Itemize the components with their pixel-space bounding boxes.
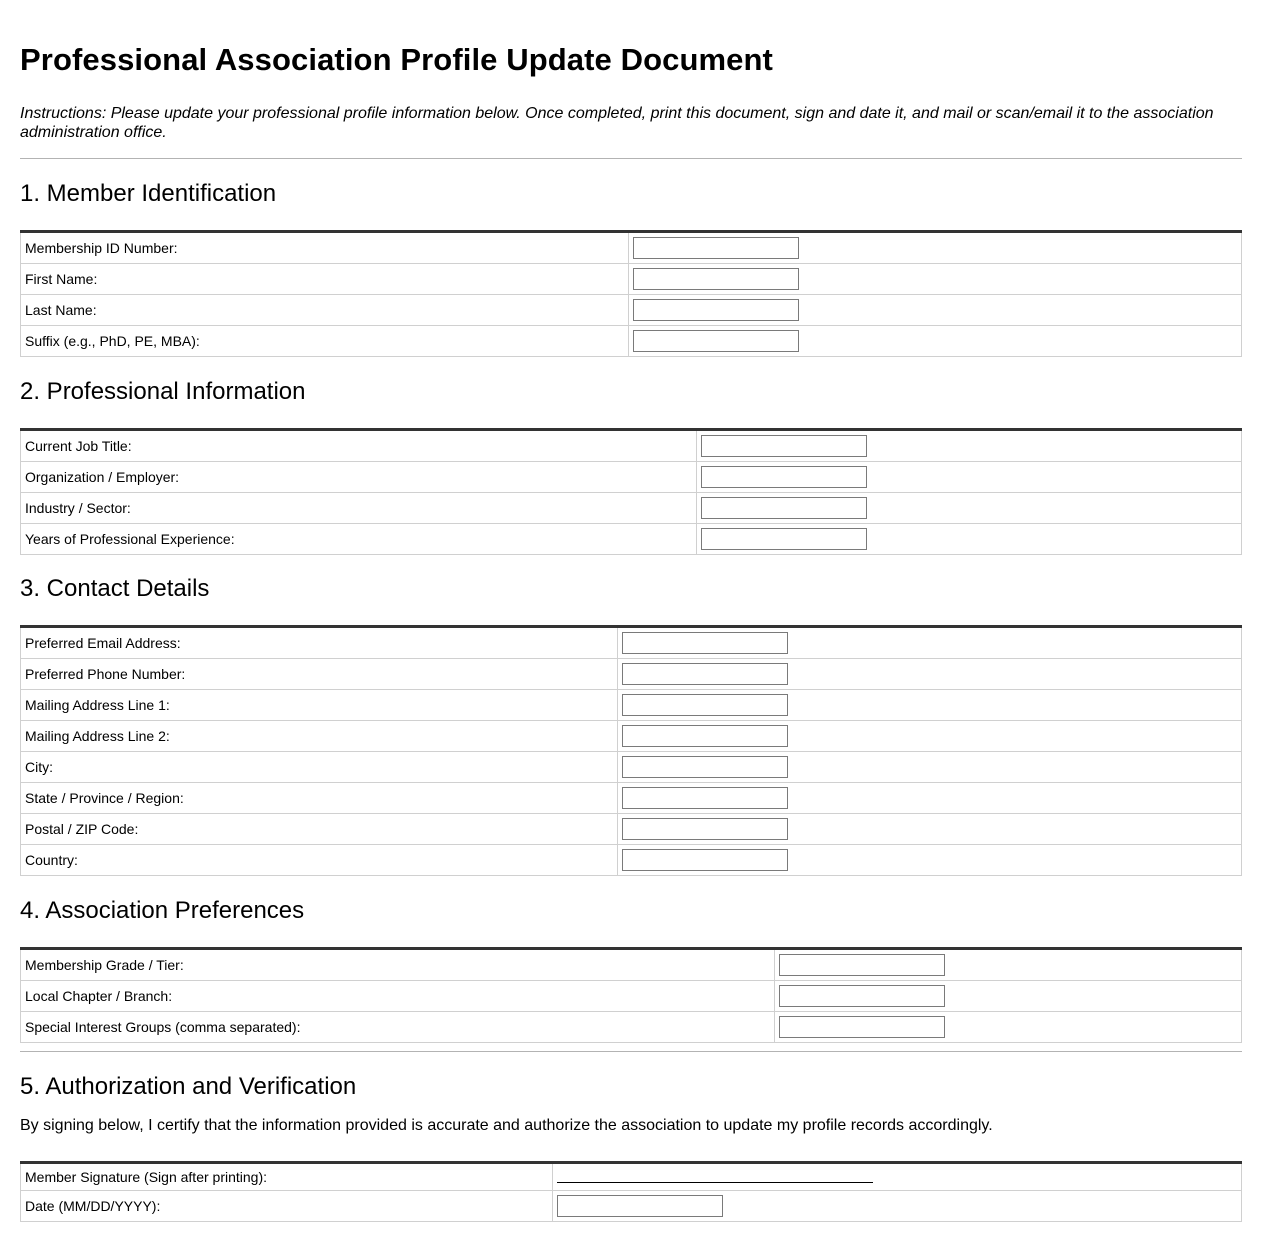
member-identification-table	[20, 230, 1242, 357]
field-label: Mailing Address Line 1:	[21, 690, 618, 721]
table-row	[21, 295, 1242, 326]
section-heading-authorization: 5. Authorization and Verification	[20, 1073, 357, 1100]
field-label: Country:	[21, 845, 618, 876]
field-label: State / Province / Region:	[21, 783, 618, 814]
address-line-2-input[interactable]	[622, 725, 788, 747]
table-row	[21, 326, 1242, 357]
address-line-1-input[interactable]	[622, 694, 788, 716]
authorization-table	[20, 1161, 1242, 1222]
certification-statement: By signing below, I certify that the information provided is accurate and authorize the association to update my profile records accordingly.	[20, 1117, 993, 1134]
table-row	[21, 721, 1242, 752]
document-title: Professional Association Profile Update Document	[20, 42, 773, 77]
table-row	[21, 493, 1242, 524]
field-label: City:	[21, 752, 618, 783]
experience-years-input[interactable]	[701, 528, 867, 550]
section-heading-contact-details: 3. Contact Details	[20, 575, 210, 602]
table-row	[21, 524, 1242, 555]
field-label: Local Chapter / Branch:	[21, 981, 775, 1012]
table-row	[21, 1163, 1242, 1191]
divider-top	[20, 158, 1242, 159]
professional-information-table	[20, 428, 1242, 555]
country-input[interactable]	[622, 849, 788, 871]
table-row	[21, 462, 1242, 493]
field-label: Membership Grade / Tier:	[21, 949, 775, 981]
table-row	[21, 232, 1242, 264]
local-chapter-input[interactable]	[779, 985, 945, 1007]
signature-label: Member Signature (Sign after printing):	[21, 1163, 553, 1191]
field-label: Special Interest Groups (comma separated):	[21, 1012, 775, 1043]
field-label: Membership ID Number:	[21, 232, 629, 264]
table-row	[21, 627, 1242, 659]
field-label: Industry / Sector:	[21, 493, 697, 524]
field-label: Last Name:	[21, 295, 629, 326]
field-label: Current Job Title:	[21, 430, 697, 462]
table-row	[21, 981, 1242, 1012]
organization-input[interactable]	[701, 466, 867, 488]
field-label: Preferred Phone Number:	[21, 659, 618, 690]
table-row	[21, 814, 1242, 845]
table-row	[21, 1191, 1242, 1222]
field-label: First Name:	[21, 264, 629, 295]
state-input[interactable]	[622, 787, 788, 809]
table-row	[21, 949, 1242, 981]
table-row	[21, 690, 1242, 721]
membership-id-input[interactable]	[633, 237, 799, 259]
postal-code-input[interactable]	[622, 818, 788, 840]
first-name-input[interactable]	[633, 268, 799, 290]
field-label: Mailing Address Line 2:	[21, 721, 618, 752]
association-preferences-table	[20, 947, 1242, 1043]
table-row	[21, 1012, 1242, 1043]
divider-authorization	[20, 1051, 1242, 1052]
suffix-input[interactable]	[633, 330, 799, 352]
field-label: Organization / Employer:	[21, 462, 697, 493]
table-row	[21, 783, 1242, 814]
field-label: Years of Professional Experience:	[21, 524, 697, 555]
email-input[interactable]	[622, 632, 788, 654]
date-label: Date (MM/DD/YYYY):	[21, 1191, 553, 1222]
job-title-input[interactable]	[701, 435, 867, 457]
section-heading-professional-information: 2. Professional Information	[20, 378, 306, 405]
special-interest-groups-input[interactable]	[779, 1016, 945, 1038]
city-input[interactable]	[622, 756, 788, 778]
table-row	[21, 659, 1242, 690]
membership-grade-input[interactable]	[779, 954, 945, 976]
table-row	[21, 845, 1242, 876]
signature-line	[557, 1168, 873, 1183]
instructions-text: Instructions: Please update your professional profile information below. Once completed, print this document, sign and date it, and mail or scan/email it to the association administration office.	[20, 105, 1214, 141]
section-heading-member-identification: 1. Member Identification	[20, 180, 277, 207]
field-label: Suffix (e.g., PhD, PE, MBA):	[21, 326, 629, 357]
section-heading-association-preferences: 4. Association Preferences	[20, 897, 305, 924]
contact-details-table	[20, 625, 1242, 876]
last-name-input[interactable]	[633, 299, 799, 321]
field-label: Postal / ZIP Code:	[21, 814, 618, 845]
field-label: Preferred Email Address:	[21, 627, 618, 659]
table-row	[21, 430, 1242, 462]
industry-input[interactable]	[701, 497, 867, 519]
date-input[interactable]	[557, 1195, 723, 1217]
table-row	[21, 752, 1242, 783]
phone-input[interactable]	[622, 663, 788, 685]
table-row	[21, 264, 1242, 295]
